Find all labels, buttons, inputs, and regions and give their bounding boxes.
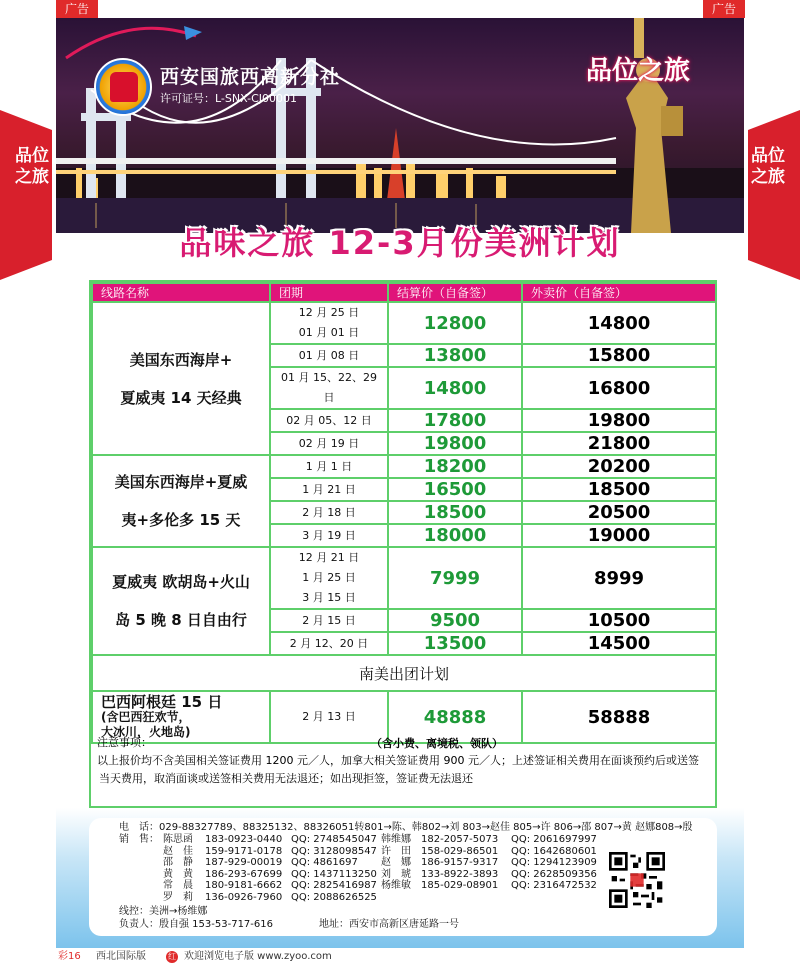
date-line: 日 [323,391,335,404]
sales-phone: 186-9157-9317 [421,857,499,869]
retail-price: 15800 [522,344,716,367]
date-cell [270,632,388,655]
sales-phone: 133-8922-3893 [421,868,499,880]
settle-price: 17800 [388,409,522,432]
retail-price: 10500 [522,609,716,632]
sales-phone: 159-9171-0178 [205,845,283,857]
sa-route-sub: (含巴西狂欢节， [101,709,191,724]
sales-qq: QQ: 2748545047 [291,834,377,845]
sales-label: 销 售： [119,834,159,845]
notes-block [97,734,713,788]
date-cell [270,524,388,547]
side-ribbon-right [734,110,800,280]
route-line: 夏威夷 欧胡岛+火山 [112,573,250,591]
route-line: 美国东西海岸+ [129,350,233,369]
plan-table [91,282,717,744]
hero-banner [56,18,744,233]
settle-price: 7999 [388,547,522,609]
list-item [119,880,599,892]
page-title: 品味之旅 12-3月份美洲计划 [179,224,621,262]
poster [56,18,744,948]
route-line: 夷+多伦多 15 天 [121,511,241,529]
qr-code-icon [609,852,665,908]
header-settle: 结算价（自备签） [388,283,522,302]
retail-price: 21800 [522,432,716,455]
sales-qq: QQ: 4861697 [291,857,358,869]
ad-label-left: 广告 [56,0,98,18]
settle-price: 13500 [388,632,522,655]
header-route: 线路名称 [92,283,270,302]
date-cell [270,302,388,344]
agency-logo [94,58,152,116]
sales-name: 陈思函 [163,834,193,845]
sa-route-sub: 大冰川，火地岛) [101,724,191,739]
red-badge-icon: 红 [168,952,176,961]
retail-price: 18500 [522,478,716,501]
date-line: 2 月 18 日 [302,505,356,519]
sales-phone: 186-293-67699 [205,868,283,880]
retail-price: 8999 [522,547,716,609]
agency-name: 西安国旅西高新分社 [160,66,341,88]
route-line: 夏威夷 14 天经典 [120,388,242,407]
date-cell [270,478,388,501]
phone-label: 电 话： [119,822,159,833]
settle-price: 18500 [388,501,522,524]
sales-phone: 180-9181-6662 [205,880,283,892]
settle-price: 14800 [388,367,522,409]
side-ribbon-left [0,110,66,280]
header-retail: 外卖价（自备签） [522,283,716,302]
agency-license: 许可证号：L-SNX-CJ00001 [160,92,297,105]
date-line: 2 月 13 日 [302,710,356,723]
sales-phone: 187-929-00019 [205,857,283,869]
table-row [92,302,716,344]
retail-price: 16800 [522,367,716,409]
settle-price: 19800 [388,432,522,455]
route-cell [92,302,270,455]
date-line: 1 月 21 日 [302,482,356,496]
route-line: 岛 5 晚 8 日自由行 [115,611,247,629]
table-row [92,655,716,691]
retail-price: 20200 [522,455,716,478]
notes-title: 注意事项： [97,736,152,749]
sales-name: 邵 静 [163,857,193,869]
ribbon-text-left: 品位之旅 [15,146,49,187]
sales-qq: QQ: 2061697997 [511,834,597,845]
sales-name: 韩维娜 [381,834,411,845]
date-cell [270,432,388,455]
retail-price: 19800 [522,409,716,432]
list-item [119,846,599,858]
list-item [119,857,599,869]
date-cell [270,609,388,632]
date-line: 1 月 1 日 [305,459,353,473]
sales-name: 刘 琥 [381,868,411,880]
sales-list [119,834,599,904]
settle-price: 12800 [388,302,522,344]
date-line: 12 月 25 日 [298,306,360,319]
sales-name: 赵 佳 [163,845,193,857]
sales-qq: QQ: 2316472532 [511,880,597,892]
line-control: 线控：美洲→杨维娜 [119,906,208,917]
sales-qq: QQ: 2825416987 [291,880,377,892]
address-line: 地址：西安市高新区唐延路一号 [319,919,459,930]
date-line: 02 月 05、12 日 [286,413,372,427]
south-america-title: 南美出团计划 [92,655,716,691]
list-item [119,892,599,904]
table-row [92,547,716,609]
retail-price: 14500 [522,632,716,655]
manager-line: 负责人：殷自强 153-53-717-616 [119,919,273,930]
settle-price: 18000 [388,524,522,547]
brand-logo: 品位之旅 [586,56,691,86]
plan-table-frame [89,280,717,808]
retail-price: 14800 [522,302,716,344]
list-item [119,869,599,881]
notes-line: 以上报价均不含美国相关签证费用 1200 元／人，加拿大相关签证费用 900 元／人；上述签证相关费用在面谈预约后或送签 [97,754,699,767]
date-line: 01 月 01 日 [298,326,360,339]
sales-name: 赵 娜 [381,857,411,869]
settle-price: 16500 [388,478,522,501]
sales-qq: QQ: 1642680601 [511,845,597,857]
date-line: 01 月 15、22、29 [281,371,377,384]
settle-price: 18200 [388,455,522,478]
sales-phone: 136-0926-7960 [205,891,283,903]
sales-qq: QQ: 2628509356 [511,868,597,880]
sales-qq: QQ: 3128098547 [291,845,377,857]
sales-name: 黄 黄 [163,868,193,880]
sales-phone: 158-029-86501 [421,845,499,857]
sales-name: 常 晨 [163,880,193,892]
list-item [119,834,599,846]
date-line: 02 月 19 日 [298,436,360,450]
date-cell [270,501,388,524]
sales-name: 罗 莉 [163,891,193,903]
date-cell [270,344,388,367]
ribbon-text-right: 品位之旅 [751,146,785,187]
settle-price: 13800 [388,344,522,367]
date-line: 12 月 21 日 [298,551,360,564]
settle-price: 48888 [423,706,487,728]
website-link[interactable]: 欢迎浏览电子版 www.zyoo.com [184,951,332,962]
date-line: 2 月 12、20 日 [289,636,369,650]
phone-line [119,822,693,834]
table-row [92,455,716,478]
date-cell [270,455,388,478]
footer [0,948,800,965]
sales-name: 许 田 [381,845,411,857]
sales-phone: 182-2057-5073 [421,834,499,845]
page-number: 彩16 [58,951,81,962]
date-cell [270,547,388,609]
retail-price: 20500 [522,501,716,524]
table-header-row [92,283,716,302]
date-line: 3 月 15 日 [302,591,356,604]
notes-line: 当天费用，取消面谈或送签相关费用无法退还；如出现拒签，签证费无法退还 [99,772,473,785]
date-line: 01 月 08 日 [298,348,360,362]
retail-price: 19000 [522,524,716,547]
ad-label-right: 广告 [703,0,745,18]
sales-name: 杨维敏 [381,880,411,892]
route-line: 美国东西海岸+夏威 [114,473,248,491]
header-date: 团期 [270,283,388,302]
sales-qq: QQ: 2088626525 [291,891,377,903]
sales-qq: QQ: 1437113250 [291,868,377,880]
publication-name: 西北国际版 [96,951,146,962]
phone-numbers: 029-88327789、88325132、88326051转801→陈、韩802→刘 803→赵佳 805→许 806→邵 807→黄 赵娜808→殷 [159,822,693,833]
sales-phone: 183-0923-0440 [205,834,283,845]
retail-price: 58888 [522,691,716,743]
date-line: 1 月 25 日 [302,571,356,584]
sales-qq: QQ: 1294123909 [511,857,597,869]
contacts-panel [89,818,717,936]
date-cell [270,409,388,432]
sa-settle-note: （含小费、离境税、领队） [371,737,503,750]
sa-route-title: 巴西阿根廷 15 日 [101,692,223,711]
settle-price: 9500 [388,609,522,632]
sales-phone: 185-029-08901 [421,880,499,892]
date-line: 2 月 15 日 [302,613,356,627]
route-cell [92,455,270,547]
date-line: 3 月 19 日 [302,528,356,542]
route-cell [92,547,270,655]
agency-logo-mark [110,72,138,102]
date-cell [270,367,388,409]
